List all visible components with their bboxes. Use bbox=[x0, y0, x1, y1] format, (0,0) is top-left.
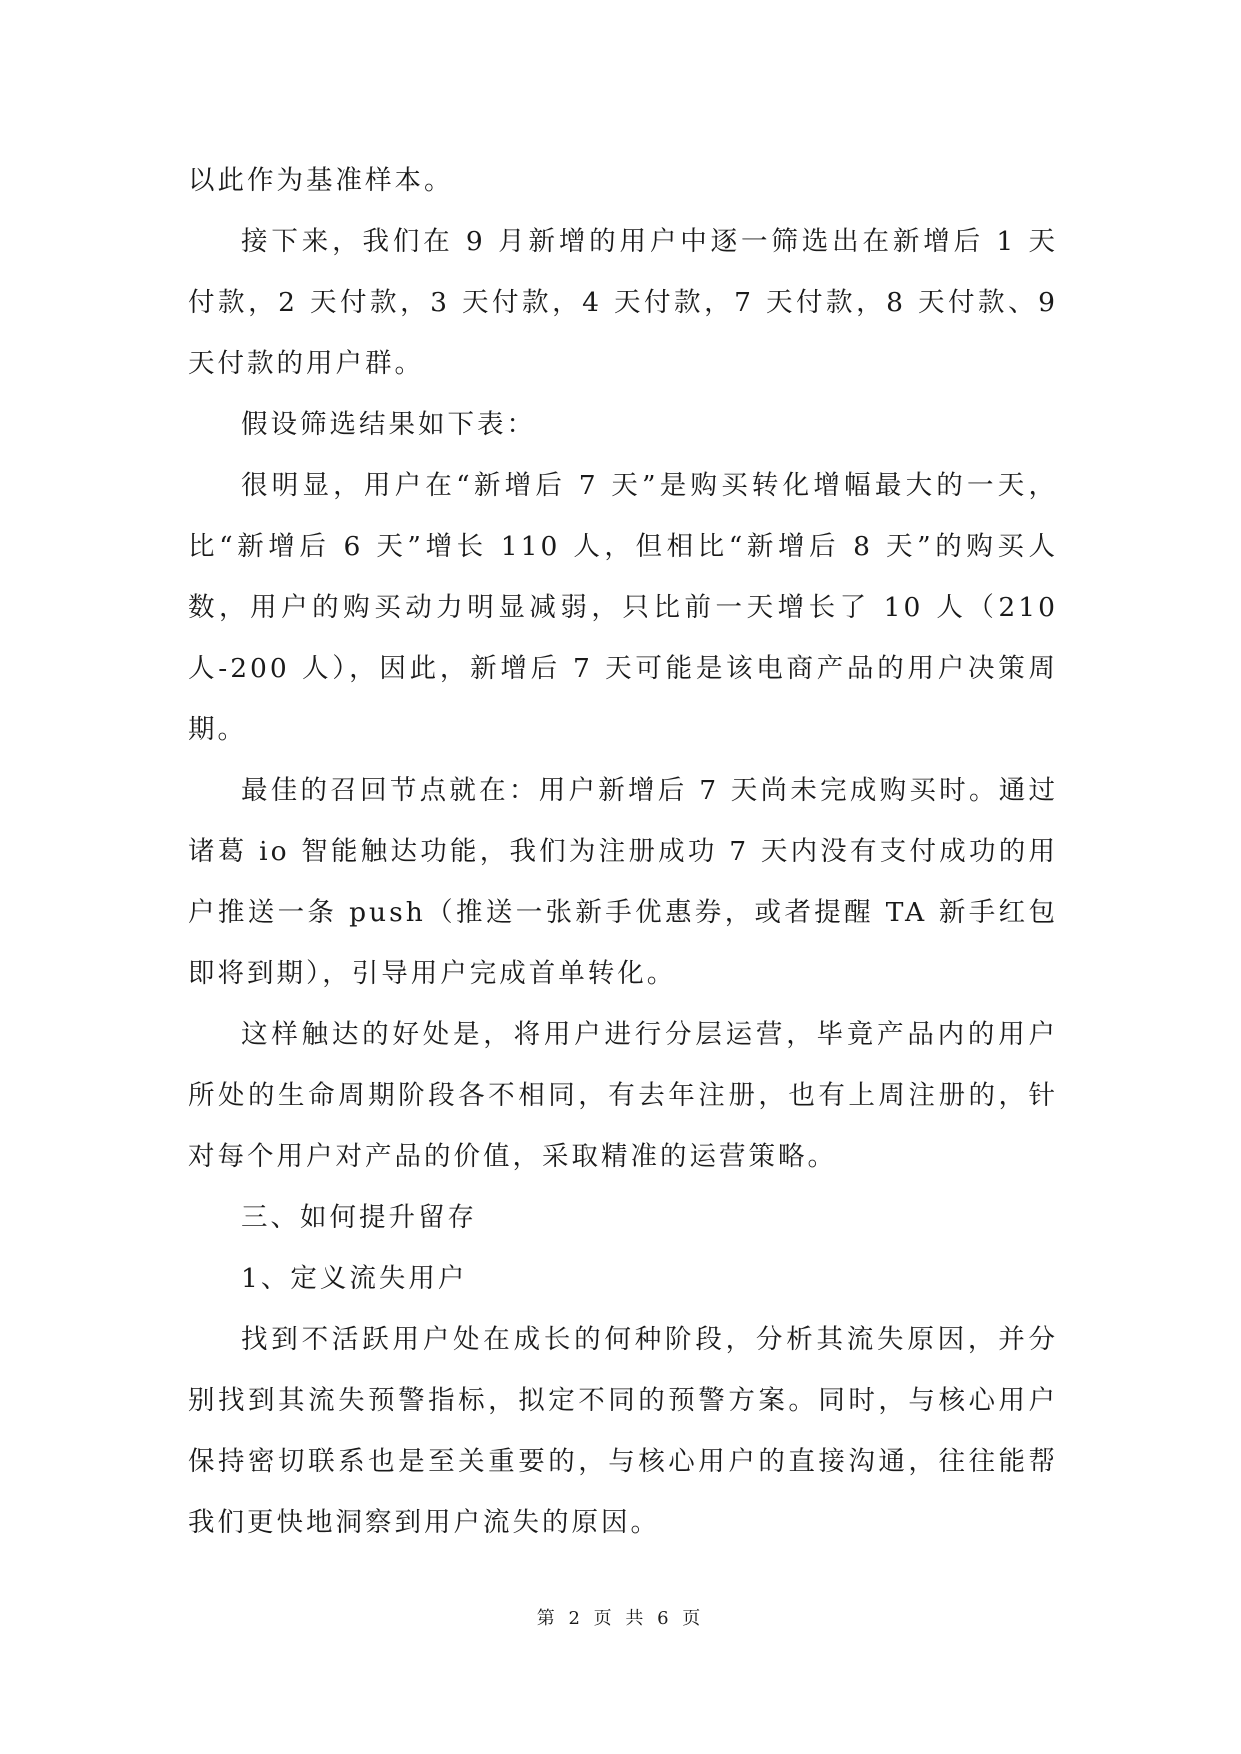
section-heading: 三、如何提升留存 bbox=[241, 1202, 477, 1233]
page-number-footer: 第 2 页 共 6 页 bbox=[536, 1608, 705, 1629]
paragraph-table-intro: 假设筛选结果如下表： bbox=[241, 409, 536, 440]
paragraph-filter-users: 接下来，我们在 9 月新增的用户中逐一筛选出在新增后 1 天付款，2 天付款，3 天付款，4 天付款，7 天付款，8 天付款、9 天付款的用户群。 bbox=[188, 226, 1058, 379]
document-body bbox=[188, 150, 1058, 1553]
paragraph-continuation: 以此作为基准样本。 bbox=[188, 165, 454, 196]
subsection-heading: 1、定义流失用户 bbox=[241, 1263, 468, 1294]
paragraph-benefits: 这样触达的好处是，将用户进行分层运营，毕竟产品内的用户所处的生命周期阶段各不相同，有去年注册，也有上周注册的，针对每个用户对产品的价值，采取精准的运营策略。 bbox=[188, 1019, 1058, 1172]
paragraph-churn: 找到不活跃用户处在成长的何种阶段，分析其流失原因，并分别找到其流失预警指标，拟定不同的预警方案。同时，与核心用户保持密切联系也是至关重要的，与核心用户的直接沟通，往往能帮我们更快地洞察到用户流失的原因。 bbox=[188, 1324, 1058, 1538]
paragraph-analysis: 很明显，用户在“新增后 7 天”是购买转化增幅最大的一天，比“新增后 6 天”增长 110 人，但相比“新增后 8 天”的购买人数，用户的购买动力明显减弱，只比前一天增长了 10 人（210 人-200 人），因此，新增后 7 天可能是该电商产品的用户决策周期。 bbox=[188, 470, 1058, 745]
paragraph-recall-node: 最佳的召回节点就在：用户新增后 7 天尚未完成购买时。通过诸葛 io 智能触达功能，我们为注册成功 7 天内没有支付成功的用户推送一条 push（推送一张新手优惠券，或者提醒 TA 新手红包即将到期），引导用户完成首单转化。 bbox=[188, 775, 1058, 989]
